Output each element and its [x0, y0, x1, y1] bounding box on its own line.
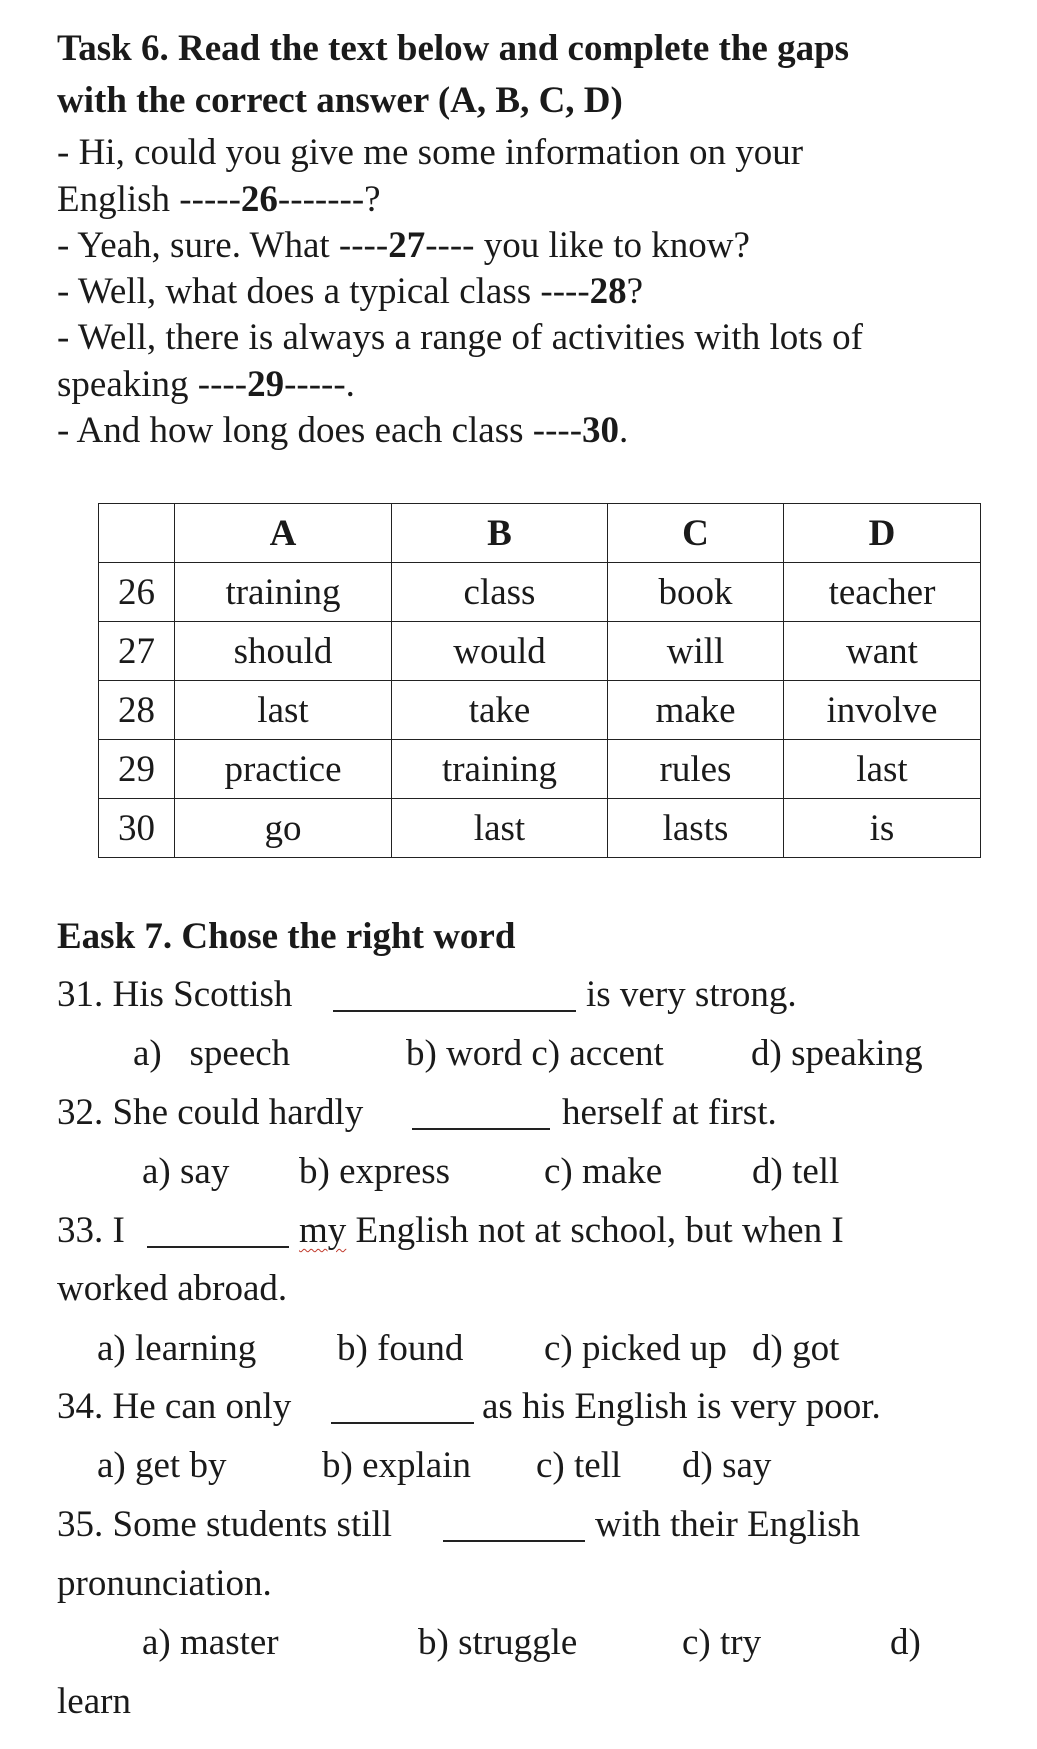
row-number: 28: [99, 681, 175, 740]
q34-option-a[interactable]: a) get by: [97, 1445, 227, 1486]
table-row: [99, 740, 981, 799]
header-c: C: [608, 504, 784, 563]
row-number: 26: [99, 563, 175, 622]
option-d: want: [784, 622, 981, 681]
option-d: last: [784, 740, 981, 799]
header-empty: [99, 504, 175, 563]
q35-stem-end: with their English: [595, 1504, 861, 1545]
table-header-row: [99, 504, 981, 563]
q34-option-d[interactable]: d) say: [682, 1445, 772, 1486]
q32-option-b[interactable]: b) express: [299, 1151, 451, 1192]
table-row: [99, 681, 981, 740]
option-c: rules: [608, 740, 784, 799]
q33-option-b[interactable]: b) found: [337, 1328, 464, 1369]
q34-stem: 34. He can only: [57, 1386, 292, 1427]
dialogue-line-1: - Hi, could you give me some information on your: [57, 132, 804, 173]
dialogue-line-4: - Well, what does a typical class ----28?: [57, 271, 644, 312]
q31-option-a[interactable]: a) speech: [133, 1033, 291, 1074]
dialogue-line-3: - Yeah, sure. What ----27---- you like to know?: [57, 225, 750, 266]
q35-blank[interactable]: [443, 1510, 585, 1542]
q32-option-d[interactable]: d) tell: [752, 1151, 840, 1192]
dialogue-line-6: speaking ----29-----.: [57, 364, 355, 405]
option-c: lasts: [608, 799, 784, 858]
option-a: last: [175, 681, 392, 740]
task6-title-line1: Task 6. Read the text below and complete the gaps: [57, 28, 850, 69]
option-d: is: [784, 799, 981, 858]
option-a: should: [175, 622, 392, 681]
option-c: book: [608, 563, 784, 622]
q32-option-a[interactable]: a) say: [142, 1151, 230, 1192]
q31-blank[interactable]: [333, 980, 576, 1012]
option-c: make: [608, 681, 784, 740]
row-number: 29: [99, 740, 175, 799]
q35-stem-cont: pronunciation.: [57, 1563, 272, 1604]
dialogue-line-5: - Well, there is always a range of activities with lots of: [57, 317, 863, 358]
q33-stem-end: my English not at school, but when I: [299, 1210, 844, 1251]
option-b: training: [392, 740, 608, 799]
option-c: will: [608, 622, 784, 681]
q32-stem: 32. She could hardly: [57, 1092, 364, 1133]
option-b: class: [392, 563, 608, 622]
q33-stem: 33. I: [57, 1210, 125, 1251]
q34-stem-end: as his English is very poor.: [482, 1386, 881, 1427]
table-row: [99, 622, 981, 681]
header-d: D: [784, 504, 981, 563]
dialogue-line-7: - And how long does each class ----30.: [57, 410, 629, 451]
option-d: teacher: [784, 563, 981, 622]
header-b: B: [392, 504, 608, 563]
q33-stem-cont: worked abroad.: [57, 1268, 288, 1309]
row-number: 30: [99, 799, 175, 858]
answer-table: [98, 503, 981, 858]
q32-option-c[interactable]: c) make: [544, 1151, 663, 1192]
q32-stem-end: herself at first.: [562, 1092, 777, 1133]
option-b: take: [392, 681, 608, 740]
q33-option-a[interactable]: a) learning: [97, 1328, 257, 1369]
q35-option-d[interactable]: d): [890, 1622, 921, 1663]
q35-option-b[interactable]: b) struggle: [418, 1622, 578, 1663]
row-number: 27: [99, 622, 175, 681]
q31-stem: 31. His Scottish: [57, 974, 293, 1015]
q34-blank[interactable]: [331, 1392, 474, 1424]
q31-stem-end: is very strong.: [586, 974, 797, 1015]
q31-option-bc[interactable]: b) word c) accent: [406, 1033, 664, 1074]
option-d: involve: [784, 681, 981, 740]
q33-option-d[interactable]: d) got: [752, 1328, 840, 1369]
table-row: [99, 799, 981, 858]
q32-blank[interactable]: [412, 1098, 550, 1130]
q35-option-d-cont: learn: [57, 1681, 131, 1722]
dialogue-line-2: English -----26-------?: [57, 179, 381, 220]
task6-title-line2: with the correct answer (A, B, C, D): [57, 80, 623, 121]
option-b: last: [392, 799, 608, 858]
q31-option-d[interactable]: d) speaking: [751, 1033, 923, 1074]
table-row: [99, 563, 981, 622]
header-a: A: [175, 504, 392, 563]
option-a: go: [175, 799, 392, 858]
q33-option-c[interactable]: c) picked up: [544, 1328, 727, 1369]
option-a: practice: [175, 740, 392, 799]
option-b: would: [392, 622, 608, 681]
q34-option-c[interactable]: c) tell: [536, 1445, 622, 1486]
q34-option-b[interactable]: b) explain: [322, 1445, 471, 1486]
q35-option-c[interactable]: c) try: [682, 1622, 762, 1663]
q33-blank[interactable]: [147, 1216, 289, 1248]
q35-option-a[interactable]: a) master: [142, 1622, 279, 1663]
q35-stem: 35. Some students still: [57, 1504, 393, 1545]
task7-title: Eask 7. Chose the right word: [57, 916, 516, 957]
option-a: training: [175, 563, 392, 622]
